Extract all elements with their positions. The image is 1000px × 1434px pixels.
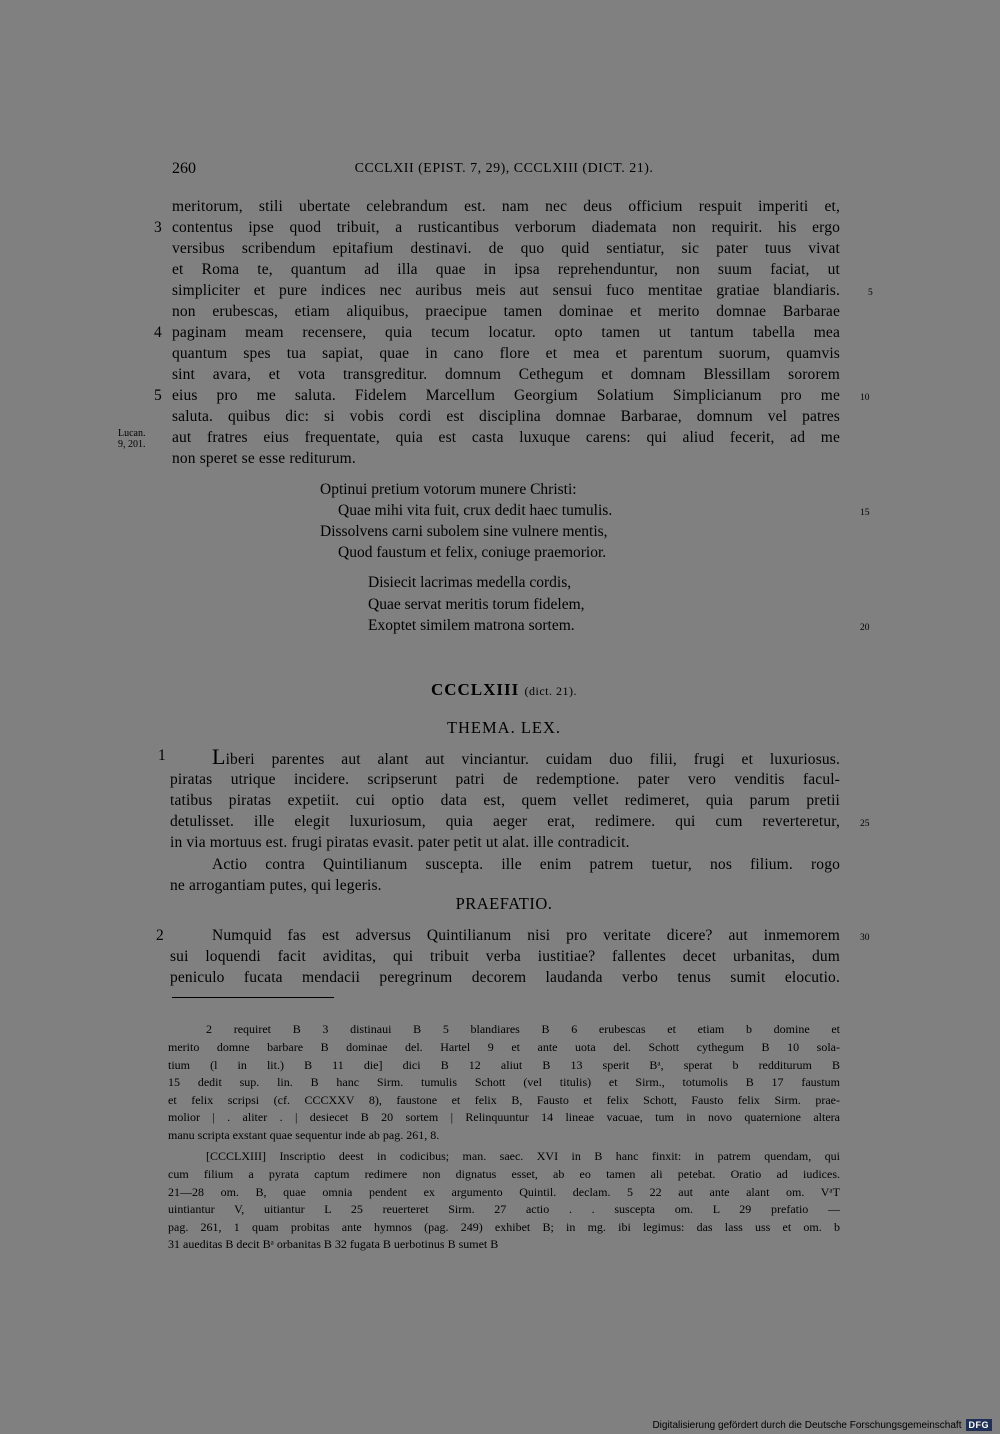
praefatio-line: sui loquendi facit aviditas, qui tribuit verba iustitiae? fallentes decet urbanitas, dum — [170, 948, 840, 965]
verse-line: Quod faustum et felix, coniuge praemorior. — [338, 544, 607, 561]
body-line: saluta. quibus dic: si vobis cordi est disciplina domnae Barbarae, domnum vel patres — [172, 408, 840, 425]
apparatus-line: pag. 261, 1 quam probitas ante hymnos (pag. 249) exhibet B; in mg. ibi legimus: das lass uss et om. b — [168, 1220, 840, 1234]
lex-line: in via mortuus est. frugi piratas evasit. pater petit ut alat. ille contradicit. — [170, 834, 630, 851]
apparatus-line: 15 dedit sup. lin. B hanc Sirm. tumulis Schott (vel titulis) et Sirm., totumolis B 17 faustum — [168, 1075, 840, 1089]
praefatio-line: peniculo fucata mendacii peregrinum decorem laudanda verbo tenus sumit elocutio. — [170, 969, 840, 986]
verse-line: Quae mihi vita fuit, crux dedit haec tumulis. — [338, 502, 613, 519]
thema-heading: THEMA. LEX. — [446, 718, 562, 737]
line-number: 30 — [860, 933, 870, 943]
section-number: 5 — [154, 387, 162, 404]
lex-first-line — [212, 744, 840, 770]
apparatus-line: 2 requiret B 3 distinaui B 5 blandiares B 6 erubescas et etiam b domine et — [206, 1022, 840, 1036]
margin-reference-line: Lucan. — [118, 428, 146, 439]
lex-line: piratas utrique incidere. scripserunt patri de redemptione. pater vero venditis facul- — [170, 771, 840, 788]
verse-line: Disiecit lacrimas medella cordis, — [368, 574, 572, 591]
apparatus-line: molior | . aliter . | desiecet B 20 sortem | Relinquuntur 14 lineae vacuae, tum in novo quaternione altera — [168, 1110, 840, 1124]
page-number: 260 — [172, 160, 196, 177]
line-number: 5 — [868, 288, 873, 298]
funding-text: Digitalisierung gefördert durch die Deutsche Forschungsgemeinschaft — [652, 1419, 962, 1431]
line-number: 10 — [860, 393, 870, 403]
section-title-sub: (dict. 21). — [524, 684, 578, 698]
body-line: versibus scribendum epitafium destinavi. de quo quid sentiatur, sic pater tuus vivat — [172, 240, 840, 257]
body-line: sint avara, et vota transgreditur. domnum Cethegum et domnam Blessillam sororem — [172, 366, 840, 383]
dfg-logo: DFG — [966, 1419, 993, 1431]
lex-line: iberi parentes aut alant aut vinciantur. cuidam duo filii, frugi et luxuriosus. — [225, 751, 840, 768]
body-line: et Roma te, quantum ad illa quae in ipsa reprehenduntur, non suum faciat, ut — [172, 261, 840, 278]
section-title — [168, 680, 840, 700]
body-line: simpliciter et pure indices nec auribus meis aut sensui fuco mentitae gratiae blandiaris. — [172, 282, 840, 299]
apparatus-line: et felix scripsi (cf. CCCXXV 8), faustone et felix B, Fausto et felix Schott, Fausto felix Sirm. prae- — [168, 1093, 840, 1107]
line-number: 15 — [860, 508, 870, 518]
apparatus-line: 21—28 om. B, quae omnia pendent ex argumento Quintil. declam. 5 22 aut ante alant om. VᵃT — [168, 1185, 840, 1199]
lex-line: detulisset. ille elegit luxuriosum, quia aeger erat, redimere. qui cum reverteretur, — [170, 813, 840, 830]
body-line: contentus ipse quod tribuit, a rusticantibus verborum diademata non requirit. his ergo — [172, 219, 840, 236]
section-number: 1 — [158, 747, 166, 764]
lex-line: tatibus piratas expetiit. cui optio data est, quem vellet redimeret, quia parum pretii — [170, 792, 840, 809]
body-line: non speret se esse rediturum. — [172, 450, 356, 467]
margin-reference-line: 9, 201. — [118, 439, 146, 450]
apparatus-line: uintiantur V, uitiantur L 25 reuerteret Sirm. 27 actio . . suscepta om. L 29 prefatio — — [168, 1202, 840, 1216]
body-line: meritorum, stili ubertate celebrandum est. nam nec deus officium respuit imperiti et, — [172, 198, 840, 215]
verse-line: Optinui pretium votorum munere Christi: — [320, 481, 577, 498]
verse-line: Exoptet similem matrona sortem. — [368, 617, 575, 634]
apparatus-line: cum filium a pyrata captum redimere non dignatus esset, ab eo tamen ali petebat. Oratio ad iudices. — [168, 1167, 840, 1181]
apparatus-line: manu scripta exstant quae sequentur inde ab pag. 261, 8. — [168, 1128, 440, 1142]
margin-reference — [118, 428, 146, 450]
running-title: CCCLXII (EPIST. 7, 29), CCCLXIII (DICT. 21). — [354, 161, 654, 176]
verse-line: Dissolvens carni subolem sine vulnere mentis, — [320, 523, 608, 540]
line-number: 20 — [860, 623, 870, 633]
body-line: aut fratres eius frequentate, quia est casta luxuque carens: qui aliud fecerit, ad me — [172, 429, 840, 446]
footnote-rule — [172, 997, 334, 998]
body-line: non erubescas, etiam aliquibus, praecipue tamen dominae et merito domnae Barbarae — [172, 303, 840, 320]
body-line: eius pro me saluta. Fidelem Marcellum Georgium Solatium Simplicianum pro me — [172, 387, 840, 404]
page-header — [168, 160, 840, 182]
apparatus-line: [CCCLXIII] Inscriptio deest in codicibus; man. saec. XVI in B hanc finxit: in patrem quendam, qui — [206, 1149, 840, 1163]
section-number: 4 — [154, 324, 162, 341]
apparatus-line: tium (l in lit.) B 11 die] dici B 12 aliut B 13 sperit Bᵃ, sperat b redditurum B — [168, 1058, 840, 1072]
apparatus-line: merito domne barbare B dominae del. Hartel 9 et ante uota del. Schott cythegum B 10 sola- — [168, 1040, 840, 1054]
line-number: 25 — [860, 819, 870, 829]
verse-line: Quae servat meritis torum fidelem, — [368, 596, 585, 613]
actio-line: ne arrogantiam putes, qui legeris. — [170, 877, 382, 894]
body-line: paginam meam recensere, quia tecum locatur. opto tamen ut tantum tabella mea — [172, 324, 840, 341]
section-number: 2 — [156, 927, 164, 944]
actio-line: Actio contra Quintilianum suscepta. ille enim patrem tuetur, nos filium. rogo — [212, 856, 840, 873]
praefatio-line: Numquid fas est adversus Quintilianum nisi pro veritate dicere? aut inmemorem — [212, 927, 840, 944]
praefatio-heading: PRAEFATIO. — [455, 894, 553, 913]
section-title-number: CCCLXIII — [430, 680, 520, 699]
body-line: quantum spes tua sapiat, quae in cano flore et mea et parentum suorum, quamvis — [172, 345, 840, 362]
funding-footer — [652, 1416, 992, 1434]
apparatus-line: 31 aueditas B decit Bᵃ orbanitas B 32 fugata B uerbotinus B sumet B — [168, 1237, 499, 1251]
section-number: 3 — [154, 219, 162, 236]
initial-letter: L — [212, 744, 226, 769]
